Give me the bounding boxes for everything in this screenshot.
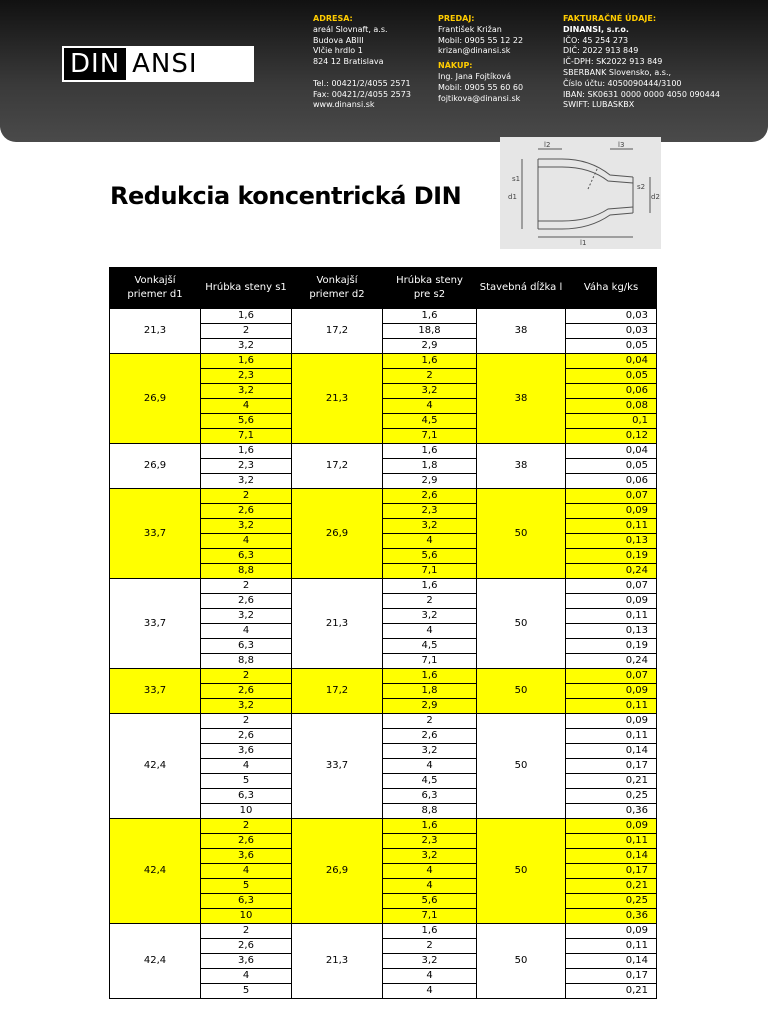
column-header: Vonkajší priemer d2: [292, 268, 383, 309]
wall-thickness-s2: 7,1: [383, 654, 477, 669]
wall-thickness-s2: 3,2: [383, 954, 477, 969]
column-header: Hrúbka steny pre s2: [383, 268, 477, 309]
weight-kg: 0,24: [566, 564, 657, 579]
outer-diameter-d1: 42,4: [110, 714, 201, 819]
length-l: 38: [477, 309, 566, 354]
outer-diameter-d1: 33,7: [110, 489, 201, 579]
reducer-table: [109, 267, 657, 999]
weight-kg: 0,11: [566, 519, 657, 534]
weight-kg: 0,12: [566, 429, 657, 444]
wall-thickness-s1: 6,3: [201, 789, 292, 804]
diagram-label-l1: l1: [580, 239, 587, 247]
length-l: 50: [477, 489, 566, 579]
weight-kg: 0,17: [566, 864, 657, 879]
wall-thickness-s2: 4,5: [383, 639, 477, 654]
sales-block: [438, 14, 523, 104]
weight-kg: 0,07: [566, 489, 657, 504]
wall-thickness-s1: 2,6: [201, 729, 292, 744]
weight-kg: 0,19: [566, 549, 657, 564]
wall-thickness-s2: 4: [383, 864, 477, 879]
wall-thickness-s1: 6,3: [201, 894, 292, 909]
wall-thickness-s1: 3,2: [201, 474, 292, 489]
wall-thickness-s1: 3,2: [201, 699, 292, 714]
reducer-diagram: [500, 137, 661, 249]
wall-thickness-s2: 5,6: [383, 549, 477, 564]
weight-kg: 0,13: [566, 534, 657, 549]
address-line: Vlčie hrdlo 1: [313, 46, 363, 56]
wall-thickness-s2: 3,2: [383, 849, 477, 864]
weight-kg: 0,03: [566, 309, 657, 324]
wall-thickness-s2: 2,6: [383, 729, 477, 744]
weight-kg: 0,11: [566, 699, 657, 714]
wall-thickness-s2: 18,8: [383, 324, 477, 339]
weight-kg: 0,09: [566, 714, 657, 729]
wall-thickness-s2: 1,6: [383, 309, 477, 324]
table-row: [110, 714, 657, 729]
wall-thickness-s1: 5: [201, 774, 292, 789]
weight-kg: 0,21: [566, 984, 657, 999]
wall-thickness-s2: 2,9: [383, 339, 477, 354]
wall-thickness-s1: 2,6: [201, 834, 292, 849]
outer-diameter-d1: 26,9: [110, 444, 201, 489]
address-block: [313, 14, 411, 111]
reducer-drawing-icon: [500, 137, 661, 249]
purchase-line: Mobil: 0905 55 60 60: [438, 82, 524, 92]
weight-kg: 0,06: [566, 384, 657, 399]
diagram-label-d1: d1: [508, 193, 517, 201]
address-line: 824 12 Bratislava: [313, 57, 384, 67]
outer-diameter-d2: 26,9: [292, 819, 383, 924]
address-line: Tel.: 00421/2/4055 2571: [313, 78, 411, 88]
wall-thickness-s2: 1,6: [383, 819, 477, 834]
weight-kg: 0,04: [566, 444, 657, 459]
weight-kg: 0,05: [566, 369, 657, 384]
wall-thickness-s1: 2,3: [201, 459, 292, 474]
table-row: [110, 579, 657, 594]
outer-diameter-d2: 26,9: [292, 489, 383, 579]
wall-thickness-s2: 7,1: [383, 564, 477, 579]
wall-thickness-s1: 2: [201, 324, 292, 339]
outer-diameter-d2: 33,7: [292, 714, 383, 819]
table-header-row: [110, 268, 657, 309]
wall-thickness-s1: 1,6: [201, 444, 292, 459]
length-l: 50: [477, 819, 566, 924]
outer-diameter-d1: 26,9: [110, 354, 201, 444]
column-header: Stavebná dĺžka l: [477, 268, 566, 309]
wall-thickness-s1: 4: [201, 624, 292, 639]
length-l: 38: [477, 354, 566, 444]
wall-thickness-s1: 3,2: [201, 519, 292, 534]
sales-line: Mobil: 0905 55 12 22: [438, 35, 524, 45]
wall-thickness-s1: 3,6: [201, 744, 292, 759]
wall-thickness-s1: 4: [201, 864, 292, 879]
wall-thickness-s2: 1,6: [383, 579, 477, 594]
outer-diameter-d2: 21,3: [292, 924, 383, 999]
weight-kg: 0,17: [566, 969, 657, 984]
wall-thickness-s1: 7,1: [201, 429, 292, 444]
wall-thickness-s1: 8,8: [201, 654, 292, 669]
weight-kg: 0,14: [566, 849, 657, 864]
outer-diameter-d1: 21,3: [110, 309, 201, 354]
wall-thickness-s1: 3,2: [201, 609, 292, 624]
diagram-label-s2: s2: [637, 183, 646, 191]
table-row: [110, 444, 657, 459]
purchase-label: NÁKUP:: [438, 61, 473, 71]
billing-line: IBAN: SK0631 0000 0000 4050 090444: [563, 89, 721, 99]
weight-kg: 0,36: [566, 909, 657, 924]
table-row: [110, 309, 657, 324]
wall-thickness-s1: 2,6: [201, 504, 292, 519]
wall-thickness-s2: 2,6: [383, 489, 477, 504]
wall-thickness-s1: 3,2: [201, 384, 292, 399]
wall-thickness-s2: 4: [383, 399, 477, 414]
column-header: Hrúbka steny s1: [201, 268, 292, 309]
address-label: ADRESA:: [313, 14, 353, 23]
wall-thickness-s1: 3,6: [201, 954, 292, 969]
weight-kg: 0,06: [566, 474, 657, 489]
address-line: [313, 68, 411, 79]
wall-thickness-s2: 2,9: [383, 474, 477, 489]
wall-thickness-s2: 6,3: [383, 789, 477, 804]
column-header: Váha kg/ks: [566, 268, 657, 309]
wall-thickness-s1: 3,2: [201, 339, 292, 354]
wall-thickness-s1: 4: [201, 759, 292, 774]
purchase-line: Ing. Jana Fojtíková: [438, 71, 512, 81]
wall-thickness-s1: 2: [201, 669, 292, 684]
wall-thickness-s2: 1,8: [383, 684, 477, 699]
weight-kg: 0,25: [566, 789, 657, 804]
weight-kg: 0,07: [566, 579, 657, 594]
wall-thickness-s1: 10: [201, 804, 292, 819]
billing-line: IČ-DPH: SK2022 913 849: [563, 57, 663, 67]
wall-thickness-s1: 4: [201, 399, 292, 414]
weight-kg: 0,05: [566, 339, 657, 354]
wall-thickness-s2: 8,8: [383, 804, 477, 819]
wall-thickness-s1: 1,6: [201, 309, 292, 324]
address-line: www.dinansi.sk: [313, 100, 375, 110]
wall-thickness-s1: 2: [201, 714, 292, 729]
outer-diameter-d1: 33,7: [110, 579, 201, 669]
weight-kg: 0,04: [566, 354, 657, 369]
header-banner: [0, 0, 768, 142]
wall-thickness-s1: 2: [201, 924, 292, 939]
billing-line: Číslo účtu: 4050090444/3100: [563, 78, 682, 88]
wall-thickness-s2: 1,6: [383, 444, 477, 459]
address-line: areál Slovnaft, a.s.: [313, 24, 388, 34]
wall-thickness-s1: 4: [201, 969, 292, 984]
length-l: 50: [477, 669, 566, 714]
billing-block: [563, 14, 720, 111]
wall-thickness-s2: 2: [383, 594, 477, 609]
outer-diameter-d2: 21,3: [292, 354, 383, 444]
wall-thickness-s1: 2,6: [201, 594, 292, 609]
weight-kg: 0,09: [566, 684, 657, 699]
table-row: [110, 489, 657, 504]
weight-kg: 0,08: [566, 399, 657, 414]
table-row: [110, 669, 657, 684]
wall-thickness-s2: 4: [383, 984, 477, 999]
wall-thickness-s2: 3,2: [383, 609, 477, 624]
table-row: [110, 354, 657, 369]
weight-kg: 0,11: [566, 939, 657, 954]
wall-thickness-s1: 2,6: [201, 684, 292, 699]
wall-thickness-s2: 2,3: [383, 834, 477, 849]
weight-kg: 0,05: [566, 459, 657, 474]
logo-ansi-text: ANSI: [126, 48, 203, 80]
wall-thickness-s2: 4: [383, 534, 477, 549]
weight-kg: 0,11: [566, 834, 657, 849]
billing-label: FAKTURAČNÉ ÚDAJE:: [563, 14, 657, 23]
diagram-label-s1: s1: [512, 175, 521, 183]
weight-kg: 0,13: [566, 624, 657, 639]
dinansi-logo: [62, 46, 254, 82]
wall-thickness-s1: 6,3: [201, 549, 292, 564]
wall-thickness-s2: 5,6: [383, 894, 477, 909]
wall-thickness-s2: 2: [383, 939, 477, 954]
billing-line: SWIFT: LUBASKBX: [563, 100, 635, 110]
address-line: Fax: 00421/2/4055 2573: [313, 89, 411, 99]
weight-kg: 0,09: [566, 504, 657, 519]
wall-thickness-s1: 2: [201, 489, 292, 504]
weight-kg: 0,36: [566, 804, 657, 819]
wall-thickness-s1: 8,8: [201, 564, 292, 579]
outer-diameter-d2: 17,2: [292, 309, 383, 354]
wall-thickness-s2: 4: [383, 759, 477, 774]
weight-kg: 0,17: [566, 759, 657, 774]
wall-thickness-s2: 3,2: [383, 519, 477, 534]
table-row: [110, 924, 657, 939]
billing-line: SBERBANK Slovensko, a.s.,: [563, 67, 672, 77]
wall-thickness-s1: 5,6: [201, 414, 292, 429]
table-row: [110, 819, 657, 834]
wall-thickness-s1: 4: [201, 534, 292, 549]
weight-kg: 0,21: [566, 774, 657, 789]
wall-thickness-s2: 1,6: [383, 354, 477, 369]
weight-kg: 0,09: [566, 594, 657, 609]
weight-kg: 0,11: [566, 729, 657, 744]
weight-kg: 0,19: [566, 639, 657, 654]
wall-thickness-s1: 2: [201, 579, 292, 594]
sales-line: František Križan: [438, 24, 502, 34]
wall-thickness-s2: 2: [383, 714, 477, 729]
wall-thickness-s2: 7,1: [383, 909, 477, 924]
weight-kg: 0,14: [566, 744, 657, 759]
wall-thickness-s2: 7,1: [383, 429, 477, 444]
address-line: Budova ABIII: [313, 35, 364, 45]
wall-thickness-s2: 1,8: [383, 459, 477, 474]
wall-thickness-s2: 4,5: [383, 414, 477, 429]
length-l: 50: [477, 579, 566, 669]
length-l: 50: [477, 714, 566, 819]
weight-kg: 0,09: [566, 819, 657, 834]
outer-diameter-d1: 42,4: [110, 924, 201, 999]
logo-din-text: DIN: [64, 48, 126, 80]
wall-thickness-s2: 3,2: [383, 744, 477, 759]
page-title: Redukcia koncentrická DIN: [110, 182, 462, 210]
weight-kg: 0,07: [566, 669, 657, 684]
wall-thickness-s2: 4: [383, 879, 477, 894]
outer-diameter-d1: 33,7: [110, 669, 201, 714]
wall-thickness-s1: 6,3: [201, 639, 292, 654]
length-l: 38: [477, 444, 566, 489]
weight-kg: 0,1: [566, 414, 657, 429]
weight-kg: 0,11: [566, 609, 657, 624]
weight-kg: 0,14: [566, 954, 657, 969]
diagram-label-l2: l2: [544, 141, 551, 149]
billing-line: DIČ: 2022 913 849: [563, 46, 639, 56]
length-l: 50: [477, 924, 566, 999]
weight-kg: 0,21: [566, 879, 657, 894]
outer-diameter-d1: 42,4: [110, 819, 201, 924]
weight-kg: 0,03: [566, 324, 657, 339]
outer-diameter-d2: 21,3: [292, 579, 383, 669]
wall-thickness-s1: 5: [201, 879, 292, 894]
wall-thickness-s2: 2: [383, 369, 477, 384]
wall-thickness-s1: 2: [201, 819, 292, 834]
weight-kg: 0,24: [566, 654, 657, 669]
wall-thickness-s2: 4,5: [383, 774, 477, 789]
weight-kg: 0,09: [566, 924, 657, 939]
wall-thickness-s2: 3,2: [383, 384, 477, 399]
outer-diameter-d2: 17,2: [292, 669, 383, 714]
sales-line: krizan@dinansi.sk: [438, 46, 511, 56]
weight-kg: 0,25: [566, 894, 657, 909]
column-header: Vonkajší priemer d1: [110, 268, 201, 309]
billing-line: IČO: 45 254 273: [563, 35, 629, 45]
diagram-label-d2: d2: [651, 193, 660, 201]
wall-thickness-s1: 2,3: [201, 369, 292, 384]
wall-thickness-s1: 3,6: [201, 849, 292, 864]
wall-thickness-s1: 2,6: [201, 939, 292, 954]
billing-company: DINANSI, s.r.o.: [563, 24, 629, 34]
outer-diameter-d2: 17,2: [292, 444, 383, 489]
diagram-label-l3: l3: [618, 141, 625, 149]
wall-thickness-s2: 4: [383, 624, 477, 639]
wall-thickness-s2: 2,3: [383, 504, 477, 519]
purchase-line: fojtikova@dinansi.sk: [438, 93, 521, 103]
wall-thickness-s1: 5: [201, 984, 292, 999]
wall-thickness-s2: 4: [383, 969, 477, 984]
wall-thickness-s2: 2,9: [383, 699, 477, 714]
wall-thickness-s1: 1,6: [201, 354, 292, 369]
wall-thickness-s2: 1,6: [383, 924, 477, 939]
wall-thickness-s2: 1,6: [383, 669, 477, 684]
wall-thickness-s1: 10: [201, 909, 292, 924]
sales-label: PREDAJ:: [438, 14, 475, 23]
